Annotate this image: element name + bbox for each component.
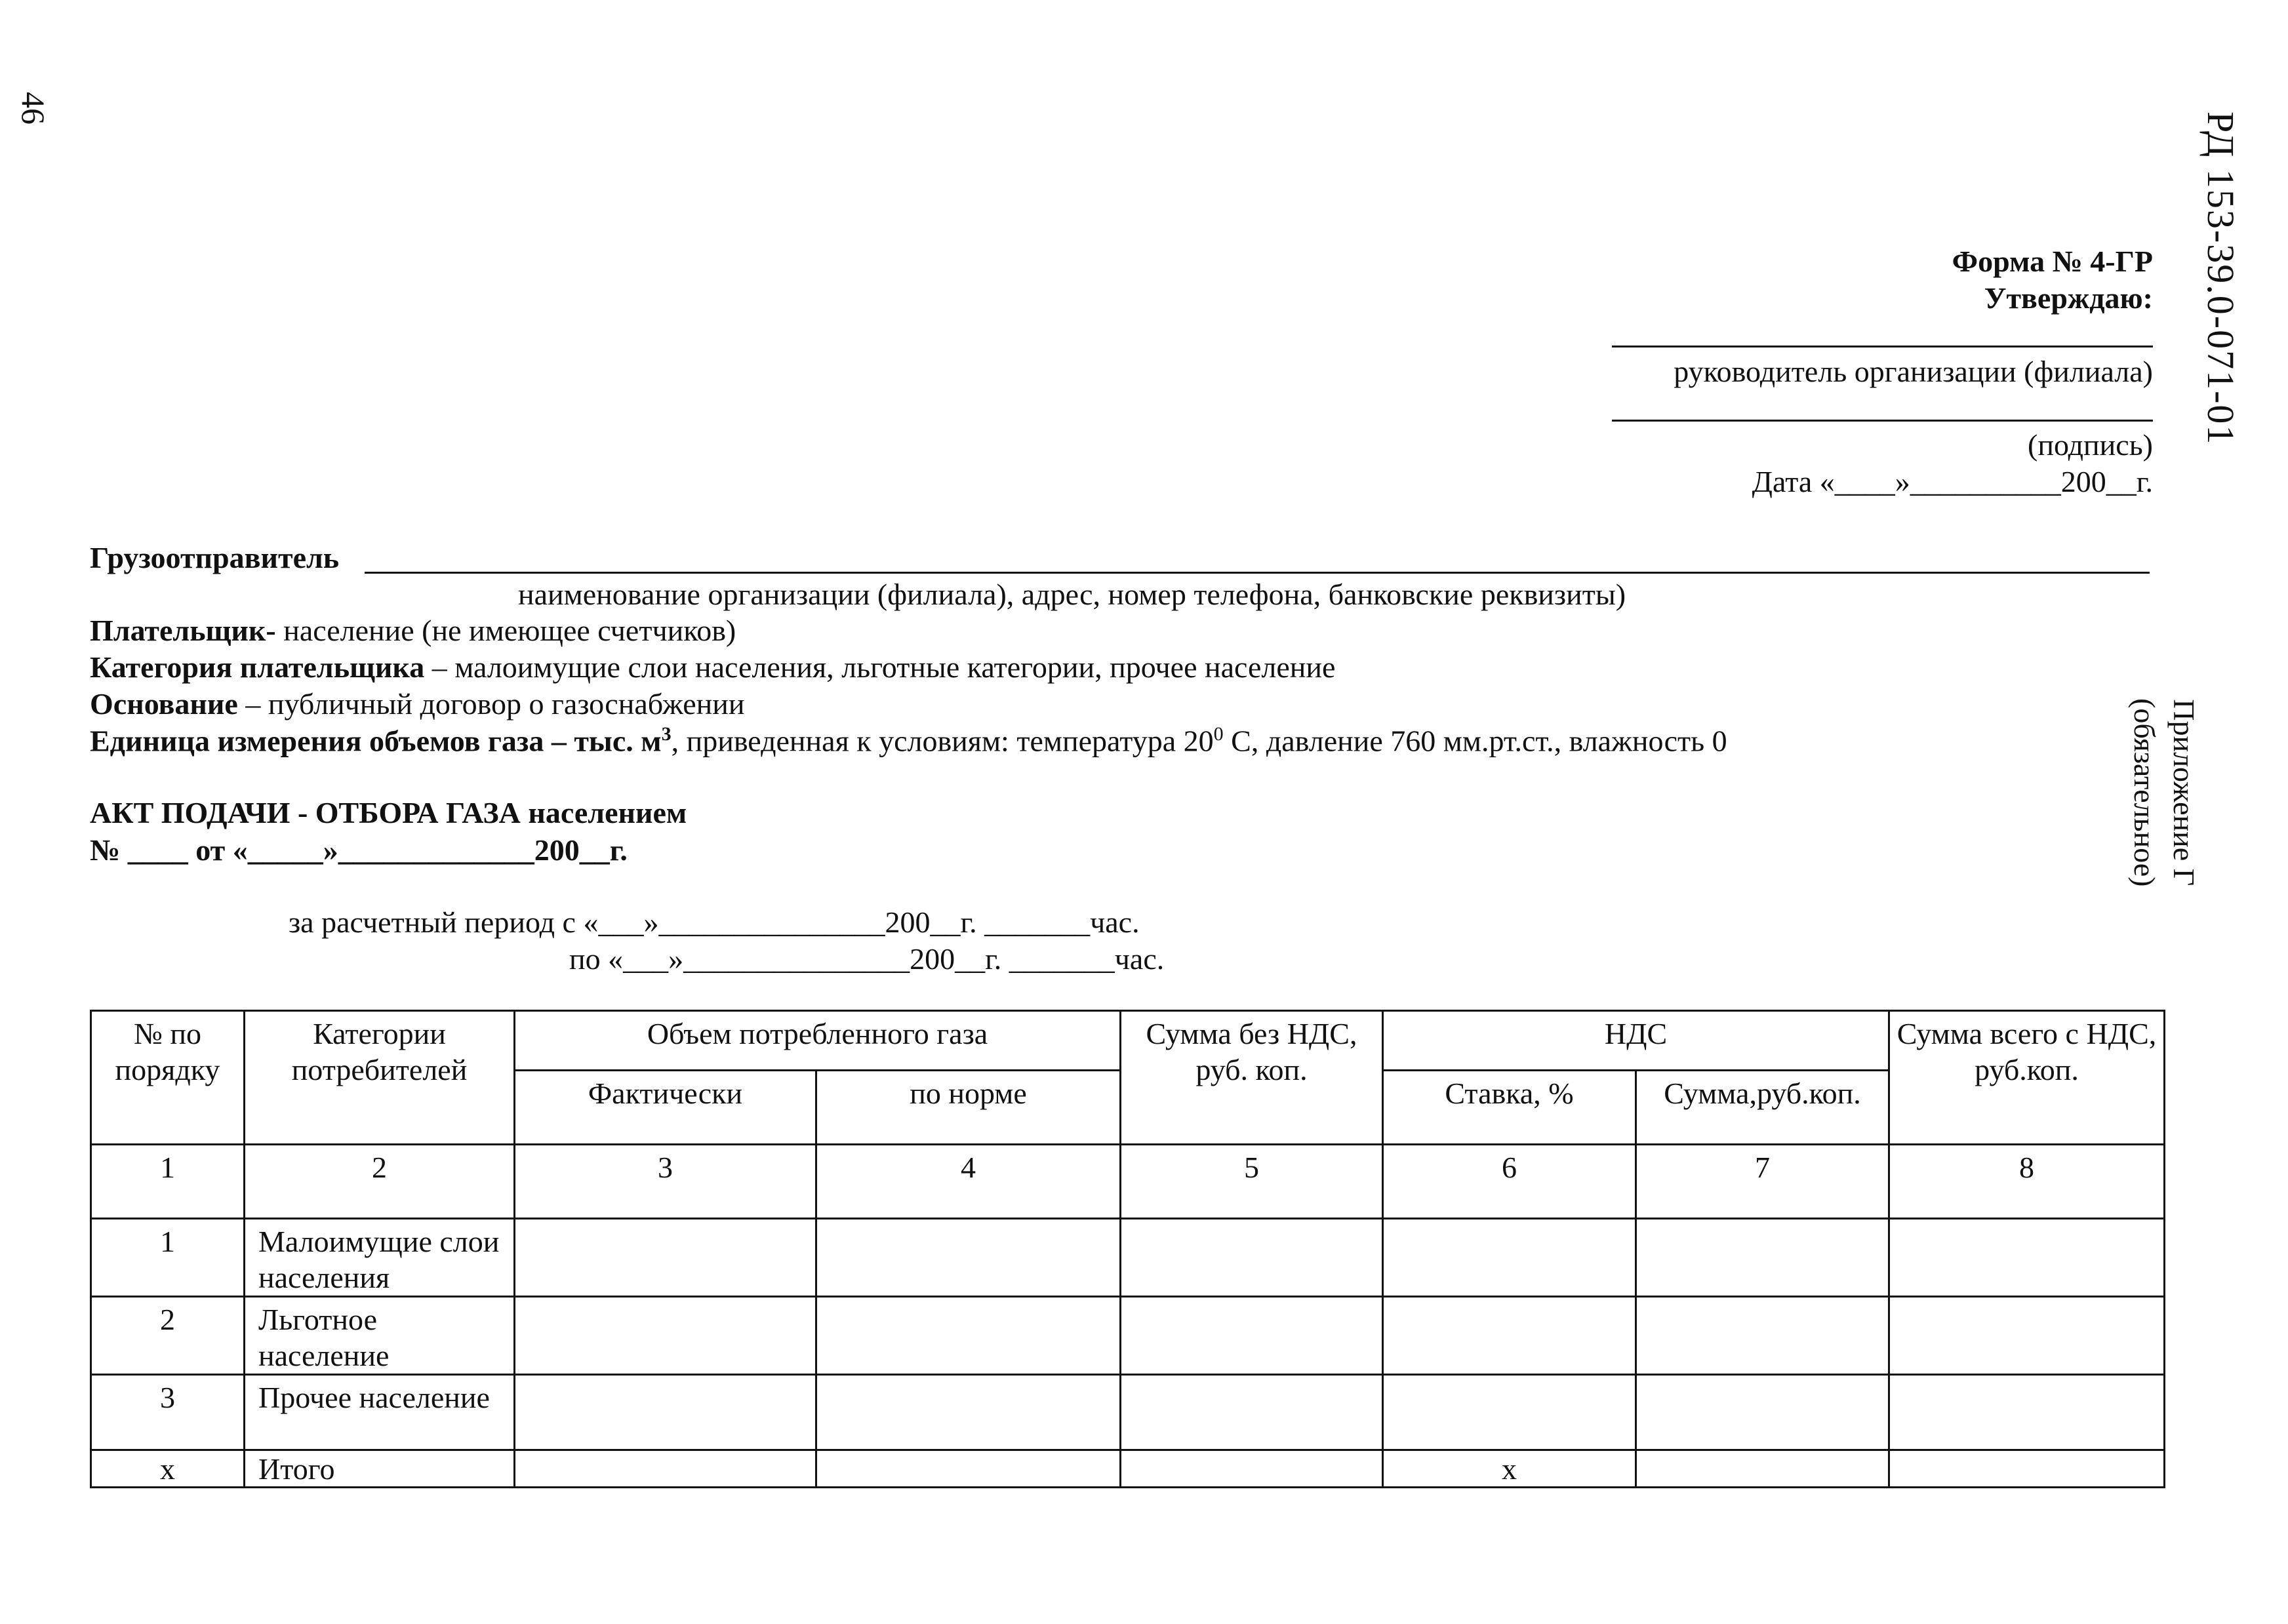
cell-sum-without-vat[interactable] (1121, 1219, 1383, 1297)
cell-vat-rate[interactable] (1383, 1297, 1636, 1375)
unit-value-b: С, давление 760 мм.рт.ст., влажность 0 (1223, 724, 1727, 758)
head-signature-line (1612, 346, 2153, 347)
cell-norm[interactable] (816, 1375, 1121, 1450)
cell-vat-rate[interactable] (1383, 1375, 1636, 1450)
header-total-with-vat: Сумма всего с НДС, руб.коп. (1889, 1011, 2165, 1145)
approve-label: Утверждаю: (1984, 281, 2153, 315)
column-number: 3 (515, 1145, 816, 1219)
table-header-row (91, 1011, 2165, 1071)
payer-label: Плательщик- (90, 614, 276, 647)
header-actual: Фактически (515, 1071, 816, 1145)
appendix-status: (обязательное) (2128, 698, 2161, 887)
signature-line (1612, 420, 2153, 422)
payer-value: население (не имеющее счетчиков) (275, 614, 736, 647)
row-number: 1 (91, 1219, 245, 1297)
cell-vat-sum[interactable] (1636, 1375, 1889, 1450)
cell-vat-sum[interactable] (1636, 1297, 1889, 1375)
act-title: АКТ ПОДАЧИ - ОТБОРА ГАЗА населением (90, 796, 687, 829)
column-numbers-row (91, 1145, 2165, 1219)
row-category: Прочее население (245, 1375, 515, 1450)
column-number: 2 (245, 1145, 515, 1219)
page-number: 46 (15, 92, 52, 125)
appendix-label (2125, 698, 2203, 887)
payer-line (90, 613, 736, 648)
shipper-caption: наименование организации (филиала), адрес, номер телефона, банковские реквизиты) (518, 578, 1626, 611)
cell-vat-sum[interactable] (1636, 1219, 1889, 1297)
unit-sup: 3 (661, 723, 672, 745)
document-code: РД 153-39.0-071-01 (2199, 111, 2242, 446)
header-category: Категории потребителей (245, 1011, 515, 1145)
unit-degree-sup: 0 (1213, 723, 1224, 745)
approval-date: Дата «____»__________200__г. (1752, 465, 2153, 498)
cell-total[interactable] (1889, 1219, 2165, 1297)
header-vat-rate: Ставка, % (1383, 1071, 1636, 1145)
gas-act-table (90, 1010, 2165, 1488)
payer-category-line (90, 650, 1335, 684)
form-number: Форма № 4-ГР (1952, 245, 2153, 278)
column-number: 7 (1636, 1145, 1889, 1219)
cell-norm[interactable] (816, 1297, 1121, 1375)
header-number: № по порядку (91, 1011, 245, 1145)
period-to: по «___»_______________200__г. _______час. (569, 942, 1165, 976)
signature-label: (подпись) (2028, 428, 2153, 462)
total-label: Итого (245, 1450, 515, 1488)
column-number: 6 (1383, 1145, 1636, 1219)
unit-value-a: , приведенная к условиям: температура 20 (671, 724, 1214, 758)
total-number: х (91, 1450, 245, 1488)
cell-actual[interactable] (515, 1375, 816, 1450)
basis-value: – публичный договор о газоснабжении (237, 687, 745, 721)
header-vat-sum: Сумма,руб.коп. (1636, 1071, 1889, 1145)
table-row (91, 1375, 2165, 1450)
table-row (91, 1219, 2165, 1297)
payer-category-value: – малоимущие слои населения, льготные категории, прочее население (424, 650, 1336, 684)
act-number-line: № ____ от «_____»_____________200__г. (90, 833, 628, 867)
row-number: 3 (91, 1375, 245, 1450)
unit-label: Единица измерения объемов газа – тыс. м (90, 724, 662, 758)
header-volume: Объем потребленного газа (515, 1011, 1121, 1071)
shipper-label: Грузоотправитель (90, 541, 340, 574)
cell-vat-rate[interactable] (1383, 1219, 1636, 1297)
total-sum[interactable] (1889, 1450, 2165, 1488)
total-norm[interactable] (816, 1450, 1121, 1488)
head-label: руководитель организации (филиала) (1674, 355, 2153, 388)
payer-category-label: Категория плательщика (90, 650, 425, 684)
header-vat: НДС (1383, 1011, 1889, 1071)
row-category: Малоимущие слои населения (245, 1219, 515, 1297)
row-category: Льготное население (245, 1297, 515, 1375)
header-sum-without-vat: Сумма без НДС, руб. коп. (1121, 1011, 1383, 1145)
shipper-line (365, 572, 2150, 574)
total-actual[interactable] (515, 1450, 816, 1488)
total-vat-rate: х (1383, 1450, 1636, 1488)
basis-line (90, 686, 744, 721)
period-from: за расчетный период с «___»_______________200__г. _______час. (289, 905, 1140, 939)
column-number: 8 (1889, 1145, 2165, 1219)
row-number: 2 (91, 1297, 245, 1375)
table-row (91, 1297, 2165, 1375)
appendix-title: Приложение Г (2167, 699, 2201, 886)
column-number: 5 (1121, 1145, 1383, 1219)
column-number: 1 (91, 1145, 245, 1219)
cell-total[interactable] (1889, 1297, 2165, 1375)
cell-norm[interactable] (816, 1219, 1121, 1297)
cell-actual[interactable] (515, 1219, 816, 1297)
cell-sum-without-vat[interactable] (1121, 1297, 1383, 1375)
header-norm: по норме (816, 1071, 1121, 1145)
cell-total[interactable] (1889, 1375, 2165, 1450)
cell-sum-without-vat[interactable] (1121, 1375, 1383, 1450)
column-number: 4 (816, 1145, 1121, 1219)
basis-label: Основание (90, 687, 238, 721)
total-vat-sum[interactable] (1636, 1450, 1889, 1488)
total-sum-without-vat[interactable] (1121, 1450, 1383, 1488)
unit-line (90, 723, 1727, 758)
cell-actual[interactable] (515, 1297, 816, 1375)
table-total-row (91, 1450, 2165, 1488)
